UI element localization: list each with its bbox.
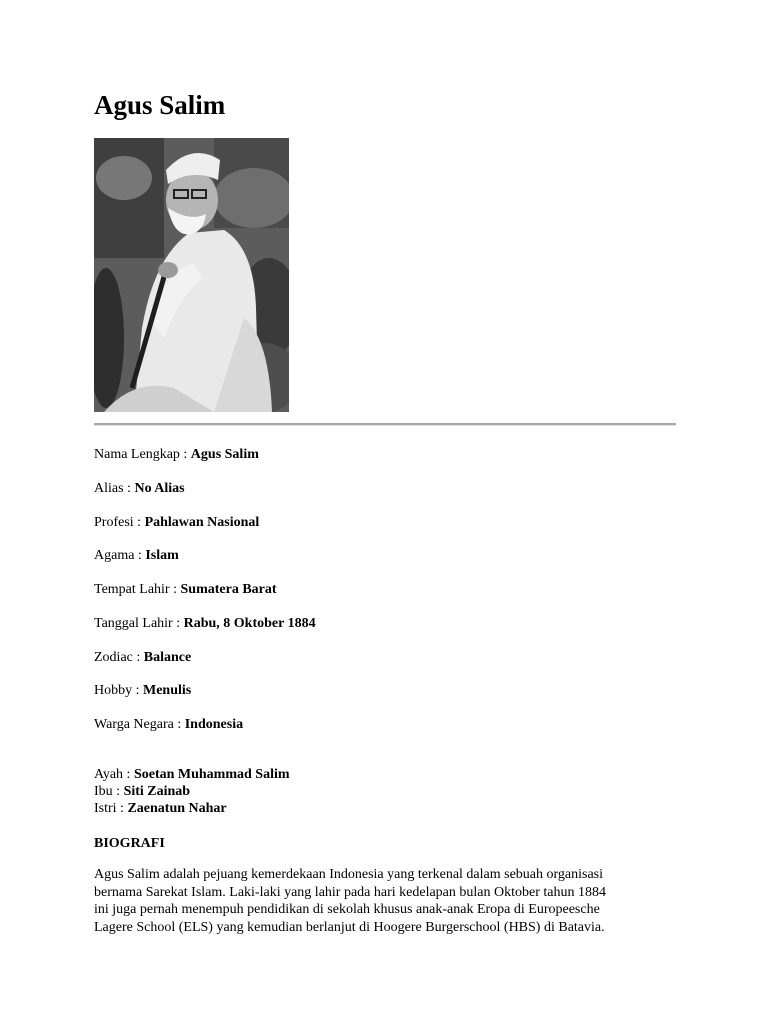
biografi-paragraph	[94, 866, 676, 936]
field-value: Zaenatun Nahar	[127, 801, 227, 816]
field-label: Tanggal Lahir :	[94, 616, 184, 631]
field-ibu	[94, 783, 190, 800]
field-label: Ibu :	[94, 784, 124, 799]
paragraph-line: Lagere School (ELS) yang kemudian berlanjut di Hoogere Burgerschool (HBS) di Batavia.	[94, 919, 605, 935]
field-label: Profesi :	[94, 515, 145, 530]
field-zodiac	[94, 649, 191, 666]
field-istri	[94, 800, 227, 817]
field-value: Islam	[145, 548, 179, 563]
field-tanggal-lahir	[94, 615, 316, 632]
field-value: Balance	[143, 650, 192, 665]
field-value: Sumatera Barat	[180, 582, 277, 597]
paragraph-line: bernama Sarekat Islam. Laki-laki yang lahir pada hari kedelapan bulan Oktober tahun 1884	[94, 884, 606, 900]
field-agama	[94, 547, 179, 564]
field-label: Zodiac :	[94, 650, 144, 665]
portrait-photo	[94, 138, 289, 412]
field-label: Tempat Lahir :	[94, 582, 181, 597]
field-label: Hobby :	[94, 683, 143, 698]
field-profesi	[94, 514, 259, 531]
field-value: Agus Salim	[190, 447, 259, 462]
field-value: Pahlawan Nasional	[144, 515, 260, 530]
horizontal-divider	[94, 423, 676, 426]
field-label: Alias :	[94, 481, 135, 496]
section-heading-biografi: BIOGRAFI	[94, 836, 165, 851]
field-alias	[94, 480, 185, 497]
field-hobby	[94, 682, 191, 699]
field-value: Siti Zainab	[123, 784, 191, 799]
field-tempat-lahir	[94, 581, 277, 598]
field-value: Menulis	[143, 683, 192, 698]
field-label: Istri :	[94, 801, 128, 816]
page-title: Agus Salim	[94, 90, 226, 120]
field-value: No Alias	[134, 481, 185, 496]
paragraph-line: Agus Salim adalah pejuang kemerdekaan Indonesia yang terkenal dalam sebuah organisasi	[94, 867, 604, 882]
field-label: Agama :	[94, 548, 146, 563]
field-warga-negara	[94, 716, 243, 733]
paragraph-line: ini juga pernah menempuh pendidikan di sekolah khusus anak-anak Eropa di Europeesche	[94, 902, 600, 917]
field-value: Soetan Muhammad Salim	[133, 767, 290, 782]
portrait-photo-graphic	[94, 138, 289, 412]
field-value: Indonesia	[184, 717, 244, 732]
field-nama-lengkap	[94, 446, 259, 463]
field-label: Warga Negara :	[94, 717, 185, 732]
field-ayah	[94, 766, 290, 783]
field-label: Ayah :	[94, 767, 134, 782]
field-value: Rabu, 8 Oktober 1884	[183, 616, 316, 631]
field-label: Nama Lengkap :	[94, 447, 191, 462]
